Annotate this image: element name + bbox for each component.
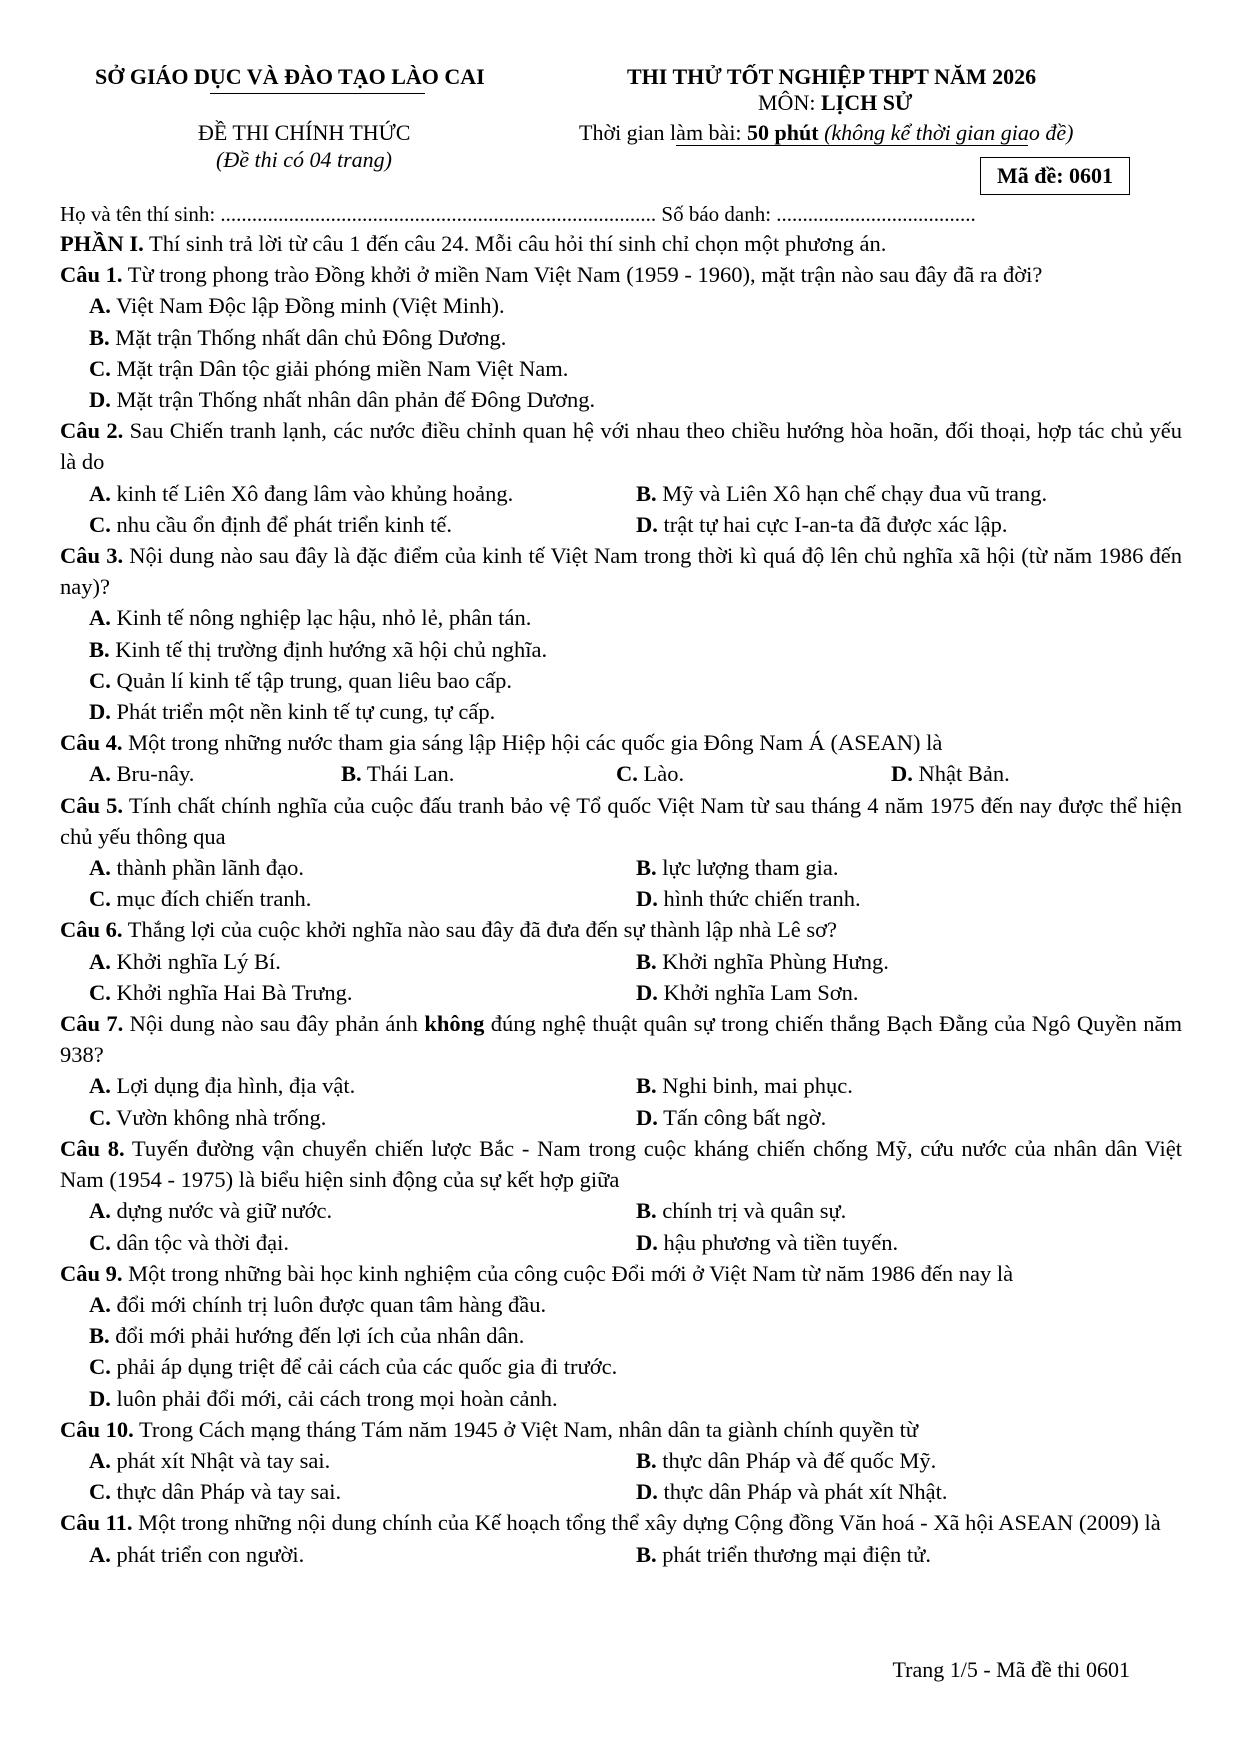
question-5 — [60, 790, 1182, 852]
option-letter: C. — [89, 979, 111, 1005]
question-4 — [60, 727, 1182, 758]
question-label: Câu 11. — [60, 1510, 133, 1536]
option-text: Phát triển một nền kinh tế tự cung, tự cấp. — [116, 699, 496, 725]
option-letter: D. — [636, 1104, 658, 1130]
options-row — [60, 478, 1182, 509]
option-text: dựng nước và giữ nước. — [116, 1198, 333, 1224]
option-letter: C. — [89, 1479, 111, 1505]
time-line — [579, 120, 1074, 146]
option-10a[interactable] — [60, 1445, 636, 1476]
question-label: Câu 5. — [60, 792, 124, 818]
option-10c[interactable] — [60, 1476, 636, 1507]
option-text: phát triển con người. — [116, 1541, 305, 1567]
question-3 — [60, 540, 1182, 602]
option-10b[interactable] — [636, 1445, 936, 1476]
question-text: Một trong những bài học kinh nghiệm của công cuộc Đổi mới ở Việt Nam từ năm 1986 đến nay là — [128, 1260, 1014, 1286]
option-text: Mặt trận Thống nhất nhân dân phản đế Đông Dương. — [116, 387, 596, 413]
exam-title: THI THỬ TỐT NGHIỆP THPT NĂM 2026 — [627, 64, 1037, 89]
option-letter: D. — [636, 511, 658, 537]
option-letter: B. — [636, 855, 657, 881]
option-text: Vườn không nhà trống. — [116, 1104, 327, 1130]
options-row — [60, 1476, 1182, 1507]
option-text: Kinh tế thị trường định hướng xã hội chủ nghĩa. — [115, 636, 548, 662]
option-letter: A. — [89, 761, 111, 787]
question-text: Từ trong phong trào Đồng khởi ở miền Nam Việt Nam (1959 - 1960), mặt trận nào sau đây đã ra đời? — [127, 262, 1043, 288]
option-text: luôn phải đổi mới, cải cách trong mọi hoàn cảnh. — [116, 1385, 558, 1411]
option-8b[interactable] — [636, 1195, 846, 1226]
option-4a[interactable] — [60, 758, 341, 789]
option-7a[interactable] — [60, 1070, 636, 1101]
option-text: Khởi nghĩa Hai Bà Trưng. — [116, 979, 353, 1005]
option-6a[interactable] — [60, 946, 636, 977]
option-text: Bru-nây. — [116, 761, 195, 787]
official-exam-label: ĐỀ THI CHÍNH THỨC — [198, 120, 411, 145]
question-label: Câu 1. — [60, 262, 123, 288]
option-letter: A. — [89, 1291, 111, 1317]
subject-line — [758, 90, 912, 116]
option-5d[interactable] — [636, 883, 861, 914]
option-11b[interactable] — [636, 1539, 931, 1570]
option-letter: D. — [636, 1229, 658, 1255]
question-text: Một trong những nội dung chính của Kế hoạch tổng thể xây dựng Cộng đồng Văn hoá - Xã hội ASEAN (2009) là — [138, 1510, 1161, 1536]
option-letter: D. — [891, 761, 913, 787]
question-text: Nội dung nào sau đây là đặc điểm của kinh tế Việt Nam trong thời kì quá độ lên chủ nghĩa xã hội (từ năm 1986 đến nay)? — [60, 543, 1183, 600]
options-row — [60, 758, 1182, 789]
page-count-note: (Đề thi có 04 trang) — [216, 147, 392, 172]
option-letter: C. — [89, 1354, 111, 1380]
options-row — [60, 1195, 1182, 1226]
options-row — [60, 1070, 1182, 1101]
option-8c[interactable] — [60, 1227, 636, 1258]
option-5c[interactable] — [60, 883, 636, 914]
option-text: Khởi nghĩa Lam Sơn. — [663, 979, 859, 1005]
option-4d[interactable] — [891, 758, 1010, 789]
option-text: thực dân Pháp và đế quốc Mỹ. — [662, 1447, 937, 1473]
question-1 — [60, 259, 1182, 290]
question-text: Một trong những nước tham gia sáng lập Hiệp hội các quốc gia Đông Nam Á (ASEAN) là — [128, 730, 943, 756]
question-text: Tuyến đường vận chuyển chiến lược Bắc - Nam trong cuộc kháng chiến chống Mỹ, cứu nước của nhân dân Việt Nam (1954 - 1975) là biểu hiện sinh động của sự kết hợp giữa — [60, 1135, 1183, 1193]
question-label: Câu 9. — [60, 1260, 123, 1286]
option-11a[interactable] — [60, 1539, 636, 1570]
question-8 — [60, 1133, 1182, 1195]
options-row — [60, 883, 1182, 914]
options-row — [60, 946, 1182, 977]
option-letter: C. — [89, 1104, 111, 1130]
question-emphasis: không — [424, 1011, 485, 1037]
option-text: Nhật Bản. — [918, 761, 1010, 787]
option-10d[interactable] — [636, 1476, 948, 1507]
option-text: mục đích chiến tranh. — [116, 886, 312, 912]
option-letter: B. — [341, 761, 362, 787]
option-text: Nghi binh, mai phục. — [662, 1073, 853, 1099]
option-letter: A. — [89, 1198, 111, 1224]
option-letter: C. — [89, 1229, 111, 1255]
option-letter: B. — [636, 1541, 657, 1567]
options-row — [60, 1445, 1182, 1476]
exam-code-box: Mã đề: 0601 — [980, 157, 1130, 195]
option-7b[interactable] — [636, 1070, 853, 1101]
option-text: Lào. — [643, 761, 685, 787]
options-row — [60, 1539, 1182, 1570]
option-5a[interactable] — [60, 852, 636, 883]
option-letter: D. — [89, 699, 111, 725]
question-text: Nội dung nào sau đây phản ánh — [129, 1011, 418, 1037]
time-underline — [676, 145, 1028, 146]
page-footer: Trang 1/5 - Mã đề thi 0601 — [892, 1657, 1130, 1682]
question-6 — [60, 914, 1182, 945]
option-text: Mặt trận Thống nhất dân chủ Đông Dương. — [115, 324, 507, 350]
option-text: chính trị và quân sự. — [662, 1198, 847, 1224]
option-3d[interactable] — [60, 696, 1182, 727]
option-3a[interactable] — [60, 602, 1182, 633]
option-text: Mỹ và Liên Xô hạn chế chạy đua vũ trang. — [662, 480, 1048, 506]
section-instruction: Thí sinh trả lời từ câu 1 đến câu 24. Mỗi câu hỏi thí sinh chỉ chọn một phương án. — [148, 231, 887, 256]
option-letter: A. — [89, 1541, 111, 1567]
section-heading — [60, 228, 1182, 259]
option-text: Lợi dụng địa hình, địa vật. — [116, 1073, 356, 1099]
option-text: hình thức chiến tranh. — [663, 886, 861, 912]
option-9b[interactable] — [60, 1320, 1182, 1351]
option-8d[interactable] — [636, 1227, 898, 1258]
question-9 — [60, 1258, 1182, 1289]
option-text: thực dân Pháp và tay sai. — [116, 1479, 342, 1505]
option-2a[interactable] — [60, 478, 636, 509]
option-1a[interactable] — [60, 290, 1182, 321]
option-4c[interactable] — [616, 758, 891, 789]
option-5b[interactable] — [636, 852, 839, 883]
option-letter: B. — [89, 1323, 110, 1349]
candidate-name-field: Họ và tên thí sinh: ................................................................................... — [60, 202, 657, 226]
question-2 — [60, 415, 1182, 477]
option-9a[interactable] — [60, 1289, 1182, 1320]
option-3b[interactable] — [60, 634, 1182, 665]
option-2b[interactable] — [636, 478, 1047, 509]
option-text: thực dân Pháp và phát xít Nhật. — [663, 1479, 948, 1505]
option-1c[interactable] — [60, 353, 1182, 384]
option-6d[interactable] — [636, 977, 859, 1008]
option-letter: D. — [89, 387, 111, 413]
option-text: Thái Lan. — [366, 761, 455, 787]
option-letter: D. — [636, 886, 658, 912]
options-row — [60, 1227, 1182, 1258]
question-text: đúng nghệ thuật quân sự trong chiến thắng Bạch Đằng của Ngô Quyền năm 938? — [60, 1011, 1183, 1068]
option-7c[interactable] — [60, 1102, 636, 1133]
option-text: kinh tế Liên Xô đang lâm vào khủng hoảng. — [116, 480, 514, 506]
option-text: đổi mới phải hướng đến lợi ích của nhân dân. — [115, 1323, 525, 1349]
option-letter: A. — [89, 1447, 111, 1473]
option-text: Khởi nghĩa Phùng Hưng. — [662, 948, 889, 974]
candidate-line — [60, 200, 1182, 228]
option-letter: B. — [89, 324, 110, 350]
question-10 — [60, 1414, 1182, 1445]
option-text: thành phần lãnh đạo. — [116, 855, 304, 881]
department-name: SỞ GIÁO DỤC VÀ ĐÀO TẠO LÀO CAI — [95, 64, 485, 89]
option-text: Quản lí kinh tế tập trung, quan liêu bao cấp. — [116, 667, 513, 693]
option-text: phát xít Nhật và tay sai. — [116, 1447, 331, 1473]
option-7d[interactable] — [636, 1102, 826, 1133]
option-letter: A. — [89, 293, 111, 319]
question-label: Câu 3. — [60, 543, 124, 569]
question-7 — [60, 1008, 1182, 1070]
question-label: Câu 2. — [60, 418, 124, 444]
option-letter: A. — [89, 855, 111, 881]
question-label: Câu 4. — [60, 730, 123, 756]
option-2c[interactable] — [60, 509, 636, 540]
option-text: Kinh tế nông nghiệp lạc hậu, nhỏ lẻ, phân tán. — [116, 605, 532, 631]
option-text: hậu phương và tiền tuyến. — [663, 1229, 899, 1255]
option-6c[interactable] — [60, 977, 636, 1008]
option-9c[interactable] — [60, 1351, 1182, 1382]
option-text: phát triển thương mại điện tử. — [662, 1541, 932, 1567]
option-letter: C. — [89, 355, 111, 381]
option-text: Tấn công bất ngờ. — [663, 1104, 827, 1130]
option-letter: C. — [89, 886, 111, 912]
question-text: Thắng lợi của cuộc khởi nghĩa nào sau đây đã đưa đến sự thành lập nhà Lê sơ? — [127, 917, 837, 943]
option-text: phải áp dụng triệt để cải cách của các quốc gia đi trước. — [116, 1354, 618, 1380]
time-prefix: Thời gian làm bài: — [579, 120, 742, 145]
option-text: lực lượng tham gia. — [662, 855, 839, 881]
options-row — [60, 1102, 1182, 1133]
option-letter: A. — [89, 605, 111, 631]
department-underline — [210, 93, 425, 94]
option-letter: A. — [89, 948, 111, 974]
time-value: 50 phút — [747, 120, 819, 145]
options-row — [60, 509, 1182, 540]
question-label: Câu 7. — [60, 1011, 124, 1037]
option-3c[interactable] — [60, 665, 1182, 696]
subject-label: MÔN: — [758, 90, 816, 115]
time-note: (không kể thời gian giao đề) — [824, 120, 1074, 145]
subject-name: LỊCH SỬ — [820, 90, 913, 115]
option-2d[interactable] — [636, 509, 1007, 540]
question-text: Tính chất chính nghĩa của cuộc đấu tranh bảo vệ Tổ quốc Việt Nam từ sau tháng 4 năm 1975 đến nay được thể hiện chủ yếu thông qua — [60, 792, 1182, 849]
option-letter: B. — [636, 1073, 657, 1099]
option-text: đổi mới chính trị luôn được quan tâm hàng đầu. — [116, 1291, 547, 1317]
options-row — [60, 852, 1182, 883]
option-letter: B. — [89, 636, 110, 662]
option-4b[interactable] — [341, 758, 616, 789]
candidate-id-field: Số báo danh: ...................................... — [661, 202, 976, 226]
question-text: Trong Cách mạng tháng Tám năm 1945 ở Việt Nam, nhân dân ta giành chính quyền từ — [138, 1416, 919, 1442]
option-letter: C. — [89, 511, 111, 537]
option-letter: B. — [636, 948, 657, 974]
option-letter: B. — [636, 1447, 657, 1473]
option-6b[interactable] — [636, 946, 889, 977]
option-letter: B. — [636, 480, 657, 506]
option-letter: B. — [636, 1198, 657, 1224]
option-8a[interactable] — [60, 1195, 636, 1226]
option-letter: A. — [89, 1073, 111, 1099]
option-letter: A. — [89, 480, 111, 506]
option-letter: D. — [636, 1479, 658, 1505]
option-text: dân tộc và thời đại. — [116, 1229, 289, 1255]
question-11 — [60, 1507, 1182, 1538]
question-label: Câu 6. — [60, 917, 123, 943]
question-label: Câu 8. — [60, 1135, 125, 1161]
option-letter: D. — [89, 1385, 111, 1411]
option-text: Khởi nghĩa Lý Bí. — [116, 948, 281, 974]
option-9d[interactable] — [60, 1383, 1182, 1414]
option-letter: C. — [89, 667, 111, 693]
option-text: nhu cầu ổn định để phát triển kinh tế. — [116, 511, 453, 537]
exam-body — [60, 200, 1182, 1570]
option-text: Mặt trận Dân tộc giải phóng miền Nam Việt Nam. — [116, 355, 569, 381]
question-label: Câu 10. — [60, 1416, 134, 1442]
section-label: PHẦN I. — [60, 231, 144, 256]
option-letter: D. — [636, 979, 658, 1005]
options-row — [60, 977, 1182, 1008]
option-1b[interactable] — [60, 322, 1182, 353]
option-letter: C. — [616, 761, 638, 787]
question-text: Sau Chiến tranh lạnh, các nước điều chỉnh quan hệ với nhau theo chiều hướng hòa hoãn, đối thoại, hợp tác chủ yếu là do — [60, 418, 1183, 475]
option-1d[interactable] — [60, 384, 1182, 415]
option-text: Việt Nam Độc lập Đồng minh (Việt Minh). — [116, 293, 505, 319]
option-text: trật tự hai cực I-an-ta đã được xác lập. — [663, 511, 1008, 537]
